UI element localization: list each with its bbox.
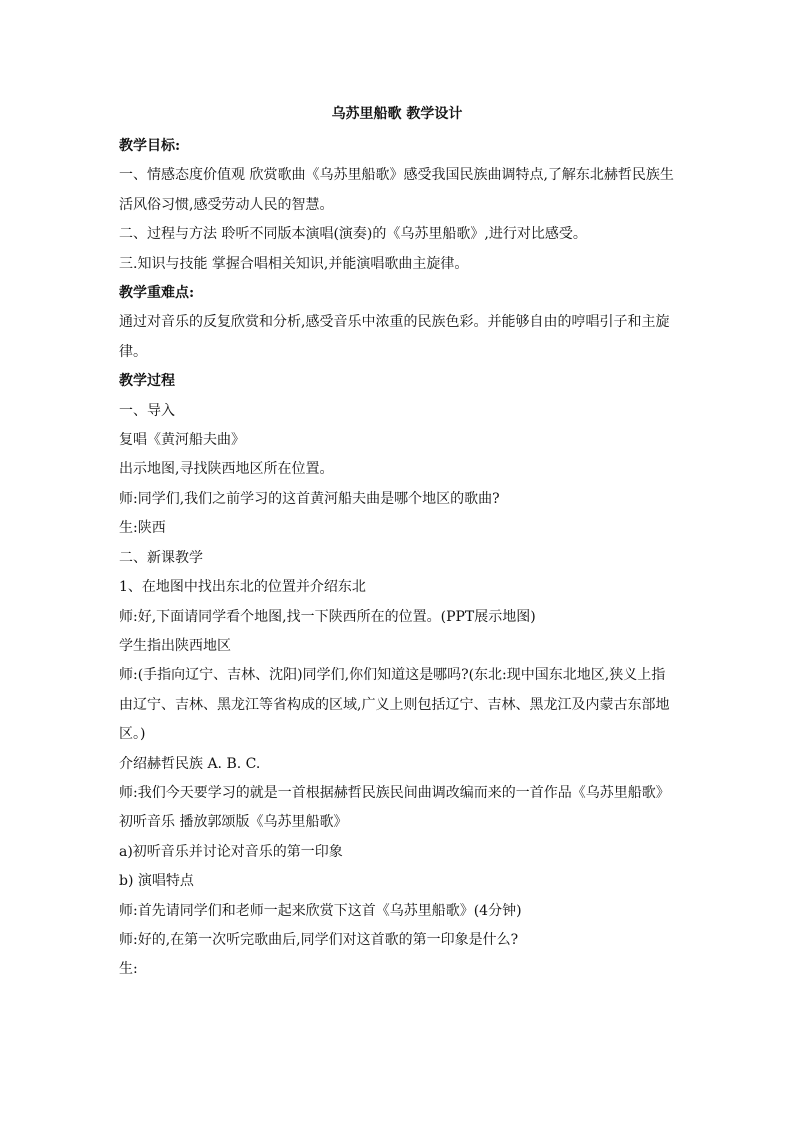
paragraph: 二、过程与方法 聆听不同版本演唱(演奏)的《乌苏里船歌》,进行对比感受。 [119,226,587,243]
paragraph: 一、导入 [119,402,175,419]
paragraph: b) 演唱特点 [119,873,194,890]
paragraph: 师:好,下面请同学看个地图,找一下陕西所在的位置。(PPT展示地图) [119,608,536,625]
document-body [119,132,679,985]
paragraph: 师:同学们,我们之前学习的这首黄河船夫曲是哪个地区的歌曲? [119,490,500,507]
paragraph: 复唱《黄河船夫曲》 [119,432,245,449]
paragraph: 介绍赫哲民族 A. B. C. [119,755,261,772]
paragraph: 教学过程 [119,373,175,390]
paragraph: 通过对音乐的反复欣赏和分析,感受音乐中浓重的民族色彩。并能够自由的哼唱引子和主旋律。 [119,314,670,360]
paragraph: a)初听音乐并讨论对音乐的第一印象 [119,843,343,860]
paragraph: 出示地图,寻找陕西地区所在位置。 [119,461,334,478]
paragraph: 教学目标: [119,138,181,154]
paragraph: 师:我们今天要学习的就是一首根据赫哲民族民间曲调改编而来的一首作品《乌苏里船歌》 [119,784,670,801]
paragraph: 一、情感态度价值观 欣赏歌曲《乌苏里船歌》感受我国民族曲调特点,了解东北赫哲民族生活风俗习惯,感受劳动人民的智慧。 [119,167,674,213]
paragraph: 1、在地图中找出东北的位置并介绍东北 [119,579,366,596]
paragraph: 师:好的,在第一次听完歌曲后,同学们对这首歌的第一印象是什么? [119,931,519,948]
paragraph: 教学重难点: [119,285,195,302]
paragraph: 初听音乐 播放郭颂版《乌苏里船歌》 [119,814,348,831]
paragraph: 生:陕西 [119,520,166,537]
paragraph: 三.知识与技能 掌握合唱相关知识,并能演唱歌曲主旋律。 [119,255,469,272]
document-title: 乌苏里船歌 教学设计 [331,106,463,122]
paragraph: 生: [119,961,138,978]
paragraph: 师:(手指向辽宁、吉林、沈阳)同学们,你们知道这是哪吗?(东北:现中国东北地区,狭义上指由辽宁、吉林、黑龙江等省构成的区域,广义上则包括辽宁、吉林、黑龙江及内蒙古东部地区。) [119,667,670,743]
paragraph: 学生指出陕西地区 [119,637,231,654]
paragraph: 师:首先请同学们和老师一起来欣赏下这首《乌苏里船歌》(4分钟) [119,902,522,919]
paragraph: 二、新课教学 [119,549,203,566]
